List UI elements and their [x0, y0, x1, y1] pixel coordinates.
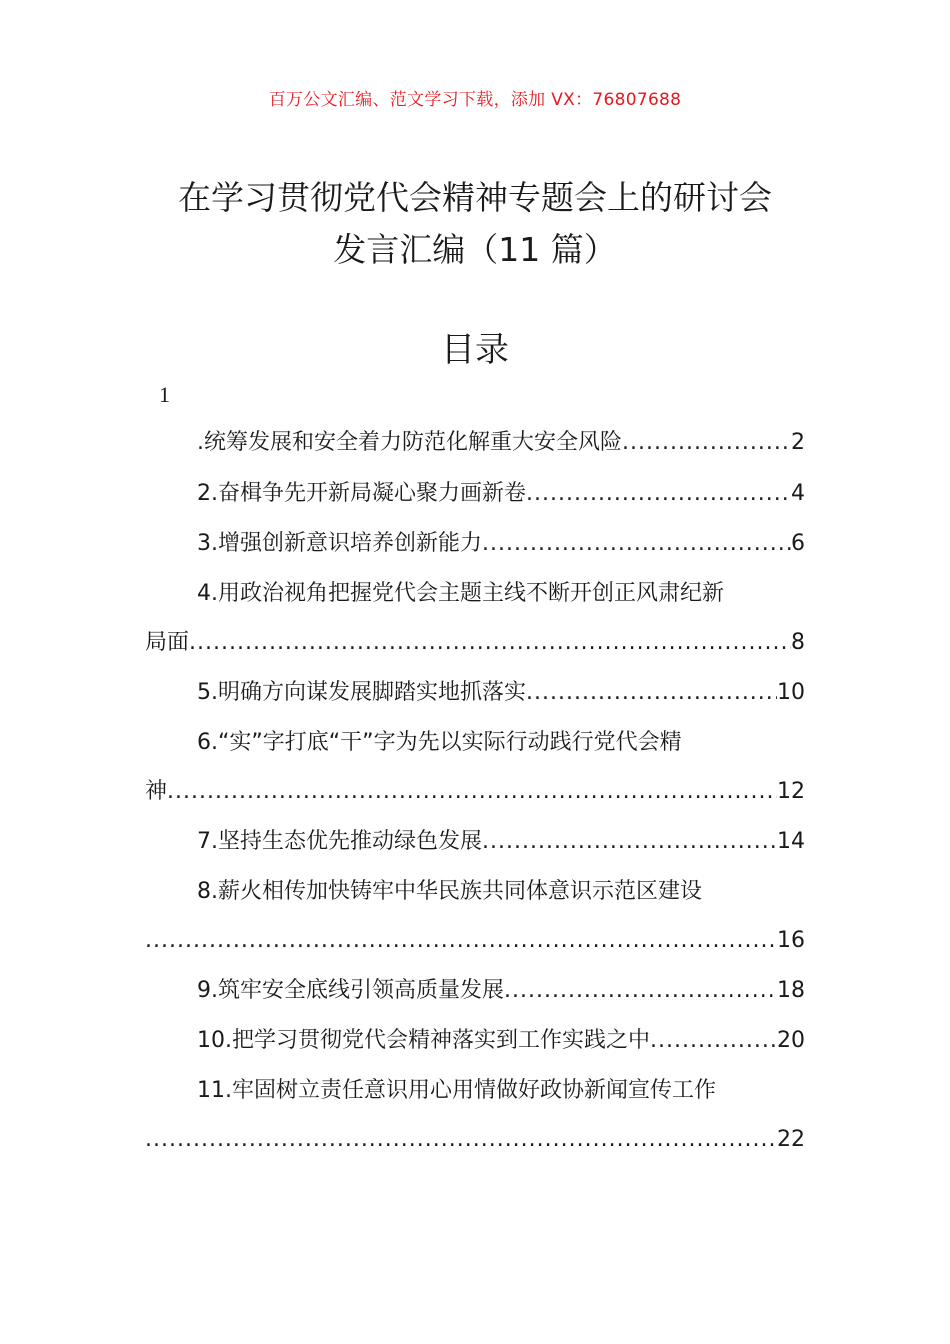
- toc-entry-6-line-1[interactable]: [197, 725, 817, 761]
- toc-entry-label: 4.用政治视角把握党代会主题主线不断开创正风肃纪新: [197, 581, 724, 606]
- toc-leader-dots: [145, 1122, 777, 1158]
- toc-leader-dots: [145, 923, 777, 959]
- toc-page-number: 18: [777, 978, 805, 1003]
- toc-leader-dots: [504, 973, 777, 1009]
- toc-leader-dots: [622, 425, 791, 461]
- toc-entry-4-line-1[interactable]: [197, 576, 817, 612]
- toc-entry-label: 6.“实”字打底“干”字为先以实际行动践行党代会精: [197, 730, 682, 755]
- toc-entry-11-line-1[interactable]: [197, 1073, 817, 1109]
- toc-page-number: 2: [791, 430, 805, 455]
- toc-entry-label: 8.薪火相传加快铸牢中华民族共同体意识示范区建设: [197, 879, 702, 904]
- toc-page-number: 4: [791, 481, 805, 506]
- toc-leader-dots: [482, 526, 791, 562]
- toc-entry-label-continued: 局面: [145, 630, 190, 655]
- toc-entry-11-line-2[interactable]: [145, 1122, 805, 1158]
- toc-page-number: 14: [777, 829, 805, 854]
- toc-page-number: 8: [791, 630, 805, 655]
- toc-leader-dots: [526, 675, 777, 711]
- header-banner: 百万公文汇编、范文学习下载，添加 VX：76807688: [268, 90, 682, 110]
- toc-entry-label: 7.坚持生态优先推动绿色发展: [197, 829, 482, 854]
- toc-leader-dots: [526, 476, 791, 512]
- toc-entry-label: 10.把学习贯彻党代会精神落实到工作实践之中: [197, 1028, 650, 1053]
- toc-page-number: 20: [777, 1028, 805, 1053]
- toc-leader-dots: [482, 824, 777, 860]
- toc-entry-5[interactable]: [197, 675, 805, 711]
- toc-page-number: 10: [777, 680, 805, 705]
- toc-leader-dots: [167, 774, 777, 810]
- toc-entry-8-line-1[interactable]: [197, 874, 817, 910]
- toc-page-number: 12: [777, 779, 805, 804]
- toc-entry-6-line-2[interactable]: [145, 774, 805, 810]
- toc-entry-9[interactable]: [197, 973, 805, 1009]
- toc-entry-3[interactable]: [197, 526, 805, 562]
- toc-heading: 目录: [441, 330, 509, 370]
- toc-entry-7[interactable]: [197, 824, 805, 860]
- toc-entry-label: 2.奋楫争先开新局凝心聚力画新卷: [197, 481, 526, 506]
- toc-leader-dots: [189, 625, 791, 661]
- toc-page-number: 6: [791, 531, 805, 556]
- toc-page-number: 22: [777, 1127, 805, 1152]
- document-title-line-2: 发言汇编（11 篇）: [333, 230, 617, 269]
- toc-entry-label: .统筹发展和安全着力防范化解重大安全风险: [197, 430, 622, 455]
- toc-entry-8-line-2[interactable]: [145, 923, 805, 959]
- toc-entry-label: 5.明确方向谋发展脚踏实地抓落实: [197, 680, 526, 705]
- toc-entry-label: 11.牢固树立责任意识用心用情做好政协新闻宣传工作: [197, 1078, 716, 1103]
- toc-entry-10[interactable]: [197, 1023, 805, 1059]
- toc-entry-label: 3.增强创新意识培养创新能力: [197, 531, 482, 556]
- toc-page-number: 16: [777, 928, 805, 953]
- toc-entry-label-continued: 神: [145, 779, 168, 804]
- toc-entry-label: 9.筑牢安全底线引领高质量发展: [197, 978, 504, 1003]
- toc-leader-dots: [650, 1023, 777, 1059]
- toc-entry-2[interactable]: [197, 476, 805, 512]
- toc-first-number: 1: [159, 382, 170, 407]
- toc-entry-1[interactable]: [197, 425, 805, 461]
- toc-entry-4-line-2[interactable]: [145, 625, 805, 661]
- document-title-line-1: 在学习贯彻党代会精神专题会上的研讨会: [178, 178, 772, 217]
